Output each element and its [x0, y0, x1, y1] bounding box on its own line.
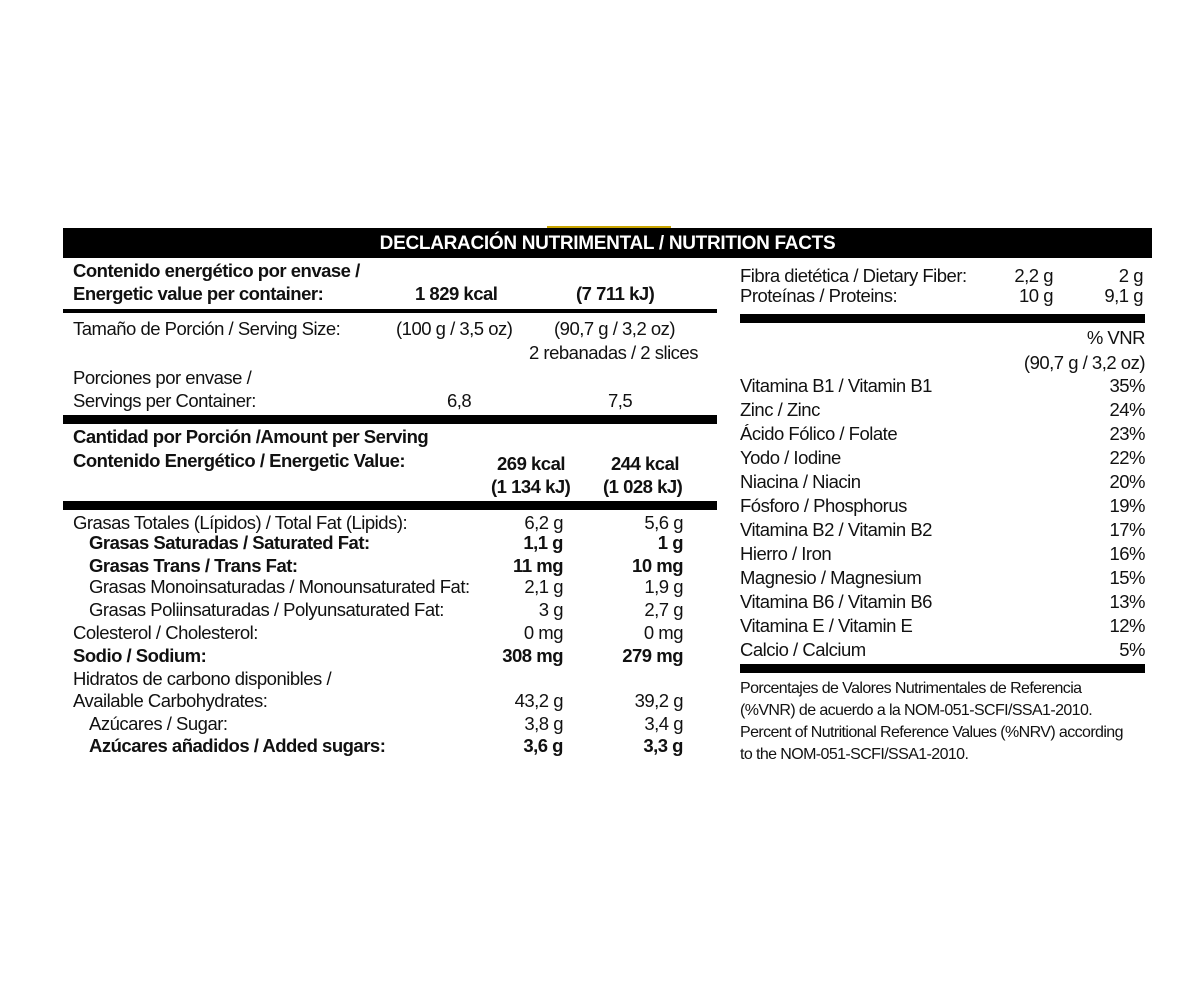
vnr-item-label: Niacina / Niacin — [740, 471, 861, 492]
vnr-serving: (90,7 g / 3,2 oz) — [1023, 352, 1145, 373]
nutrient-label: Grasas Trans / Trans Fat: — [89, 555, 298, 576]
vnr-item-label: Hierro / Iron — [740, 543, 832, 564]
nutrient-label: Grasas Poliinsaturadas / Polyunsaturated Fat: — [89, 599, 444, 620]
energy-kcal-b: 244 kcal — [611, 453, 680, 474]
vnr-item-label: Ácido Fólico / Folate — [740, 423, 898, 444]
energy-kj-b: (1 028 kJ) — [603, 476, 683, 497]
nutrient-value-a: 6,2 g — [524, 512, 563, 533]
nutrition-label — [63, 228, 1152, 773]
energy-container-kj: (7 711 kJ) — [576, 283, 655, 304]
energy-serving-label: Contenido Energético / Energetic Value: — [73, 450, 406, 471]
energy-kj-a: (1 134 kJ) — [491, 476, 571, 497]
carbs-label-es: Hidratos de carbono disponibles / — [73, 668, 332, 689]
vnr-item-value: 15% — [1109, 567, 1145, 588]
fiber-value-a: 2,2 g — [1014, 265, 1053, 286]
nutrient-label: Sodio / Sodium: — [73, 645, 207, 666]
fiber-label: Fibra dietética / Dietary Fiber: — [740, 265, 967, 286]
carbs-value-a: 43,2 g — [514, 690, 563, 711]
title-accent-line — [547, 226, 671, 228]
vnr-item-value: 35% — [1109, 375, 1145, 396]
nutrient-value-b: 0 mg — [643, 622, 683, 643]
vnr-item-value: 23% — [1109, 423, 1145, 444]
divider-heavy — [740, 664, 1145, 673]
added-sugar-label: Azúcares añadidos / Added sugars: — [89, 735, 386, 756]
footnote-line: (%VNR) de acuerdo a la NOM-051-SCFI/SSA1-2010. — [740, 702, 1093, 719]
added-sugar-value-a: 3,6 g — [523, 735, 563, 756]
carbs-label-en: Available Carbohydrates: — [73, 690, 268, 711]
nutrient-label: Colesterol / Cholesterol: — [73, 622, 258, 643]
vnr-item-value: 12% — [1109, 615, 1145, 636]
vnr-item-value: 19% — [1109, 495, 1145, 516]
divider-heavy — [63, 415, 717, 424]
vnr-item-label: Zinc / Zinc — [740, 399, 820, 420]
servings-a: 6,8 — [447, 390, 472, 411]
vnr-item-value: 16% — [1109, 543, 1145, 564]
vnr-item-label: Vitamina E / Vitamin E — [740, 615, 913, 636]
nutrient-value-a: 3 g — [538, 599, 563, 620]
title-bar — [63, 228, 1152, 258]
nutrient-value-b: 10 mg — [632, 555, 683, 576]
vnr-item-value: 24% — [1109, 399, 1145, 420]
nutrient-value-b: 1 g — [657, 532, 683, 553]
vnr-header: % VNR — [1086, 327, 1145, 348]
vnr-item-label: Yodo / Iodine — [740, 447, 841, 468]
amount-heading: Cantidad por Porción /Amount per Serving — [73, 426, 429, 447]
vnr-item-value: 13% — [1109, 591, 1145, 612]
nutrient-label: Grasas Saturadas / Saturated Fat: — [89, 532, 370, 553]
sugar-value-b: 3,4 g — [644, 713, 683, 734]
divider-heavy — [740, 314, 1145, 323]
footnote-line: Porcentajes de Valores Nutrimentales de Referencia — [740, 680, 1082, 697]
protein-label: Proteínas / Proteins: — [740, 285, 898, 306]
vnr-item-value: 20% — [1109, 471, 1145, 492]
footnote-line: Percent of Nutritional Reference Values (%NRV) according — [740, 724, 1123, 741]
added-sugar-value-b: 3,3 g — [643, 735, 683, 756]
nutrient-value-a: 0 mg — [523, 622, 563, 643]
vnr-item-label: Magnesio / Magnesium — [740, 567, 922, 588]
energy-kcal-a: 269 kcal — [497, 453, 566, 474]
servings-b: 7,5 — [608, 390, 633, 411]
sugar-label: Azúcares / Sugar: — [89, 713, 228, 734]
protein-value-a: 10 g — [1018, 285, 1053, 306]
serving-size-a: (100 g / 3,5 oz) — [396, 318, 513, 339]
vnr-item-label: Vitamina B2 / Vitamin B2 — [740, 519, 932, 540]
sugar-value-a: 3,8 g — [524, 713, 563, 734]
vnr-item-label: Calcio / Calcium — [740, 639, 866, 660]
footnote-line: to the NOM-051-SCFI/SSA1-2010. — [740, 746, 969, 763]
vnr-item-value: 5% — [1119, 639, 1145, 660]
energy-container-kcal: 1 829 kcal — [415, 283, 498, 304]
vnr-item-label: Vitamina B6 / Vitamin B6 — [740, 591, 932, 612]
nutrient-value-a: 308 mg — [502, 645, 563, 666]
fiber-value-b: 2 g — [1118, 265, 1143, 286]
nutrient-value-b: 5,6 g — [644, 512, 683, 533]
protein-value-b: 9,1 g — [1104, 285, 1143, 306]
label-title: DECLARACIÓN NUTRIMENTAL / NUTRITION FACTS — [379, 233, 836, 254]
energy-container-label-en: Energetic value per container: — [73, 283, 324, 304]
vnr-item-value: 22% — [1109, 447, 1145, 468]
vnr-item-label: Vitamina B1 / Vitamin B1 — [740, 375, 932, 396]
nutrient-value-b: 279 mg — [622, 645, 683, 666]
divider-thick — [63, 309, 717, 313]
vnr-item-value: 17% — [1109, 519, 1145, 540]
nutrient-label: Grasas Monoinsaturadas / Monounsaturated Fat: — [89, 576, 470, 597]
vnr-item-label: Fósforo / Phosphorus — [740, 495, 907, 516]
serving-size-b: (90,7 g / 3,2 oz) — [554, 318, 676, 339]
servings-label-es: Porciones por envase / — [73, 367, 252, 388]
carbs-value-b: 39,2 g — [634, 690, 683, 711]
divider-heavy — [63, 501, 717, 510]
servings-label-en: Servings per Container: — [73, 390, 256, 411]
nutrient-value-a: 2,1 g — [524, 576, 563, 597]
serving-size-note: 2 rebanadas / 2 slices — [529, 342, 698, 363]
nutrient-value-b: 1,9 g — [644, 576, 683, 597]
nutrient-value-a: 11 mg — [513, 555, 563, 576]
serving-size-label: Tamaño de Porción / Serving Size: — [73, 318, 341, 339]
energy-container-label-es: Contenido energético por envase / — [73, 260, 360, 281]
nutrient-value-a: 1,1 g — [523, 532, 563, 553]
nutrient-label: Grasas Totales (Lípidos) / Total Fat (Lipids): — [73, 512, 408, 533]
nutrient-value-b: 2,7 g — [644, 599, 683, 620]
